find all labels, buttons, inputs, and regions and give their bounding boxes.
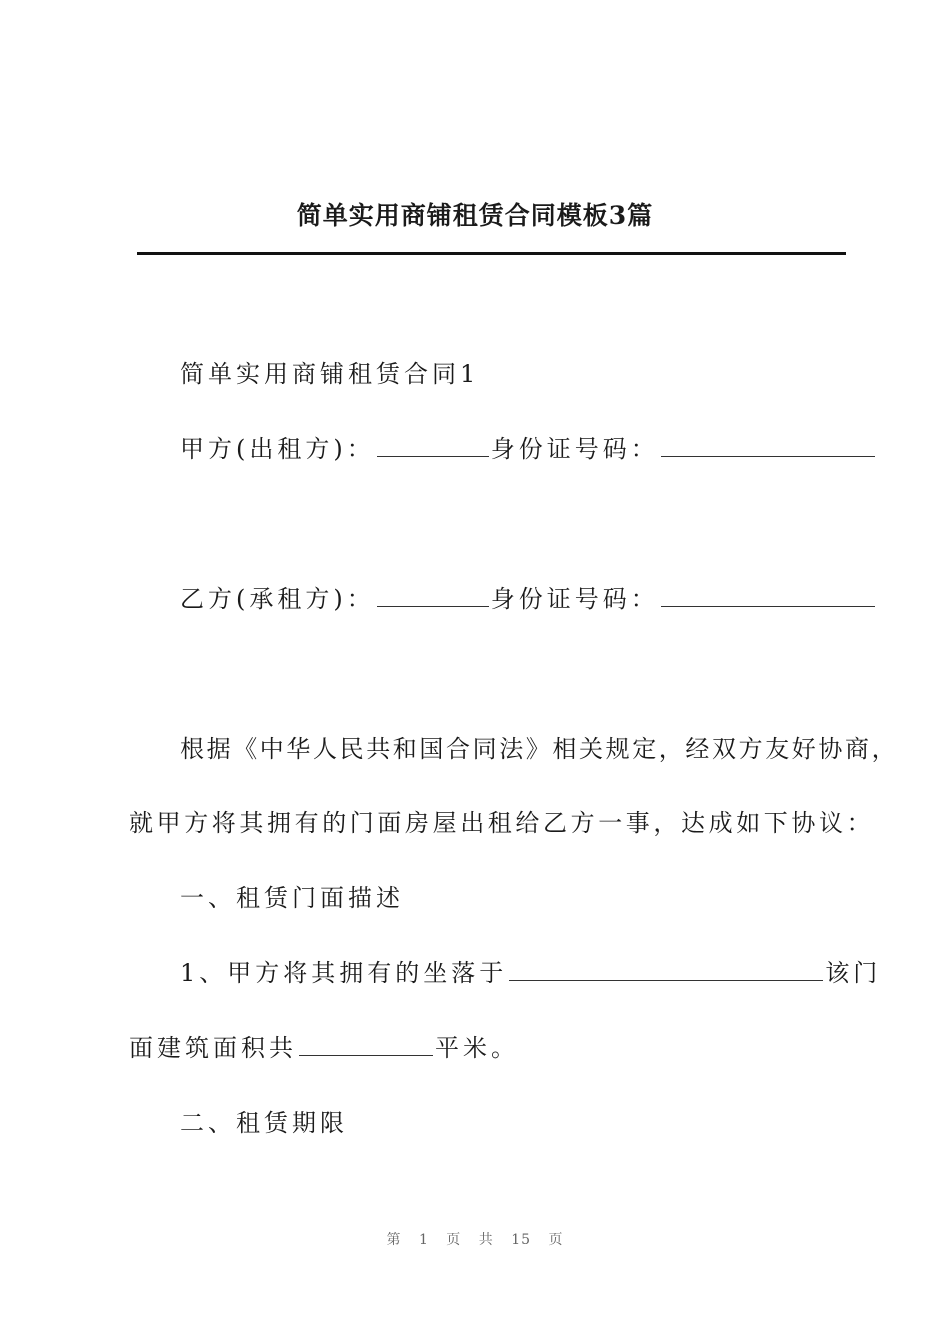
article-1-heading: 一、租赁门面描述 [180,884,404,912]
title-underline [137,252,846,255]
party-a-id-blank [661,436,875,457]
location-blank [509,960,823,981]
clause-1-line-2 [129,1028,519,1063]
party-b-id-blank [661,586,875,607]
party-a-label: 甲方(出租方)： [180,435,375,463]
party-b-id-label: 身份证号码： [490,585,659,613]
party-a-line [180,429,877,464]
clause-1-text-b: 该门 [825,959,882,987]
intro-paragraph-line-1: 根据《中华人民共和国合同法》相关规定，经双方友好协商， [180,735,899,763]
party-a-id-label: 身份证号码： [490,435,659,463]
party-b-line [180,579,877,614]
document-title: 简单实用商铺租赁合同模板3篇 [296,201,654,230]
page-footer: 第 1 页 共 15 页 [386,1232,564,1248]
clause-1-text-d: 平米。 [435,1034,519,1062]
intro-paragraph-line-2: 就甲方将其拥有的门面房屋出租给乙方一事，达成如下协议： [129,809,875,837]
party-b-name-blank [377,586,489,607]
clause-1-text-a: 1、甲方将其拥有的坐落于 [180,959,508,987]
clause-1-line-1 [180,953,881,988]
article-2-heading: 二、租赁期限 [180,1109,348,1137]
party-a-name-blank [377,436,489,457]
area-blank [299,1035,433,1056]
clause-1-text-c: 面建筑面积共 [129,1034,297,1062]
section-heading: 简单实用商铺租赁合同1 [180,360,480,388]
party-b-label: 乙方(承租方)： [180,585,375,613]
